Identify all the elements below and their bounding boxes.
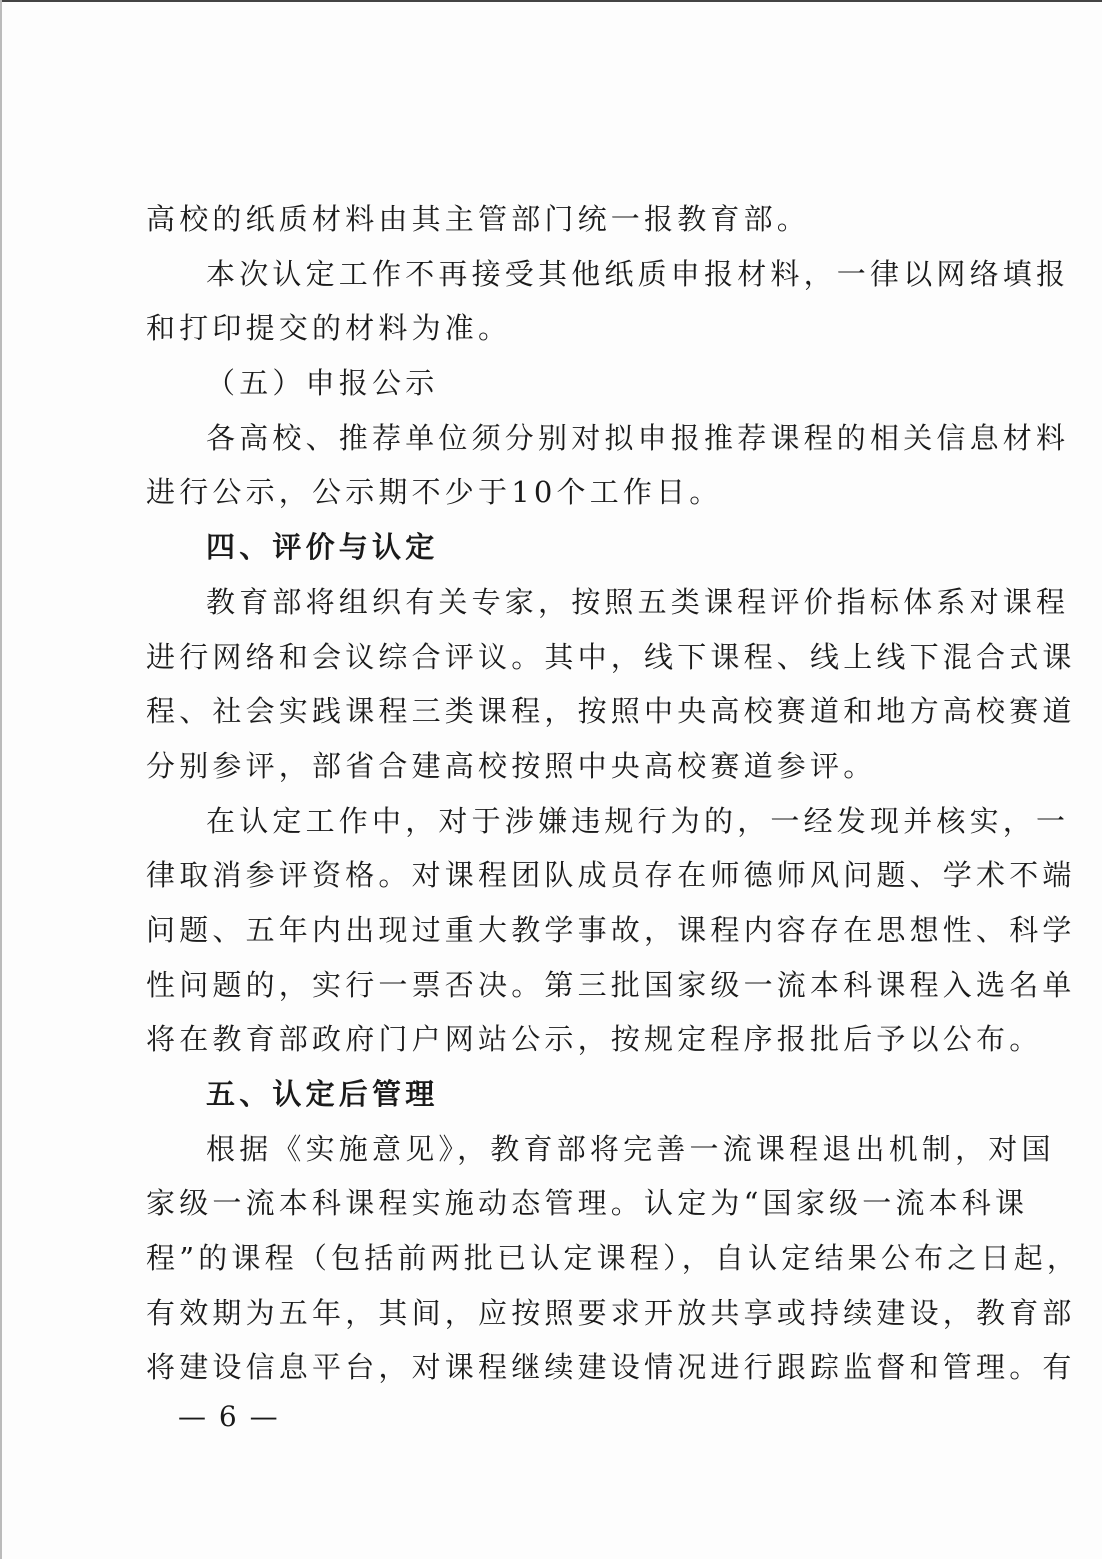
subsection-heading: （五）申报公示	[206, 366, 439, 401]
section-heading: 五、认定后管理	[206, 1077, 439, 1111]
paragraph-line: 进行网络和会议综合评议。其中，线下课程、线上线下混合式课	[146, 639, 1076, 674]
paragraph-line: 教育部将组织有关专家，按照五类课程评价指标体系对课程	[206, 584, 1070, 619]
paragraph-line: 和打印提交的材料为准。	[146, 311, 512, 346]
paragraph-line: 性问题的，实行一票否决。第三批国家级一流本科课程入选名单	[146, 967, 1076, 1002]
paragraph-line: 家级一流本科课程实施动态管理。认定为“国家级一流本科课	[146, 1186, 1029, 1221]
paragraph-line: 在认定工作中，对于涉嫌违规行为的，一经发现并核实，一	[206, 803, 1070, 838]
paragraph-line: 律取消参评资格。对课程团队成员存在师德师风问题、学术不端	[146, 858, 1076, 893]
scan-edge-left	[0, 0, 2, 1559]
paragraph-line: 有效期为五年，其间，应按照要求开放共享或持续建设，教育部	[146, 1295, 1076, 1330]
paragraph-line: 本次认定工作不再接受其他纸质申报材料，一律以网络填报	[206, 256, 1070, 291]
page-number: — 6 —	[178, 1400, 280, 1433]
body-text	[146, 192, 1081, 1395]
paragraph-line: 将在教育部政府门户网站公示，按规定程序报批后予以公布。	[146, 1022, 1043, 1057]
paragraph-line: 程”的课程（包括前两批已认定课程），自认定结果公布之日起，	[146, 1241, 1081, 1276]
paragraph-line: 进行公示，公示期不少于10个工作日。	[146, 475, 723, 510]
paragraph-line: 程、社会实践课程三类课程，按照中央高校赛道和地方高校赛道	[146, 694, 1076, 729]
paragraph-line: 高校的纸质材料由其主管部门统一报教育部。	[146, 202, 811, 236]
paragraph-line: 根据《实施意见》，教育部将完善一流课程退出机制，对国	[206, 1131, 1055, 1166]
scan-edge-top	[0, 0, 1102, 2]
paragraph-line: 将建设信息平台，对课程继续建设情况进行跟踪监督和管理。有	[146, 1350, 1076, 1385]
section-heading: 四、评价与认定	[206, 530, 439, 565]
paragraph-line: 问题、五年内出现过重大教学事故，课程内容存在思想性、科学	[146, 912, 1076, 947]
paragraph-line: 各高校、推荐单位须分别对拟申报推荐课程的相关信息材料	[206, 420, 1070, 455]
paragraph-line: 分别参评，部省合建高校按照中央高校赛道参评。	[146, 748, 877, 783]
